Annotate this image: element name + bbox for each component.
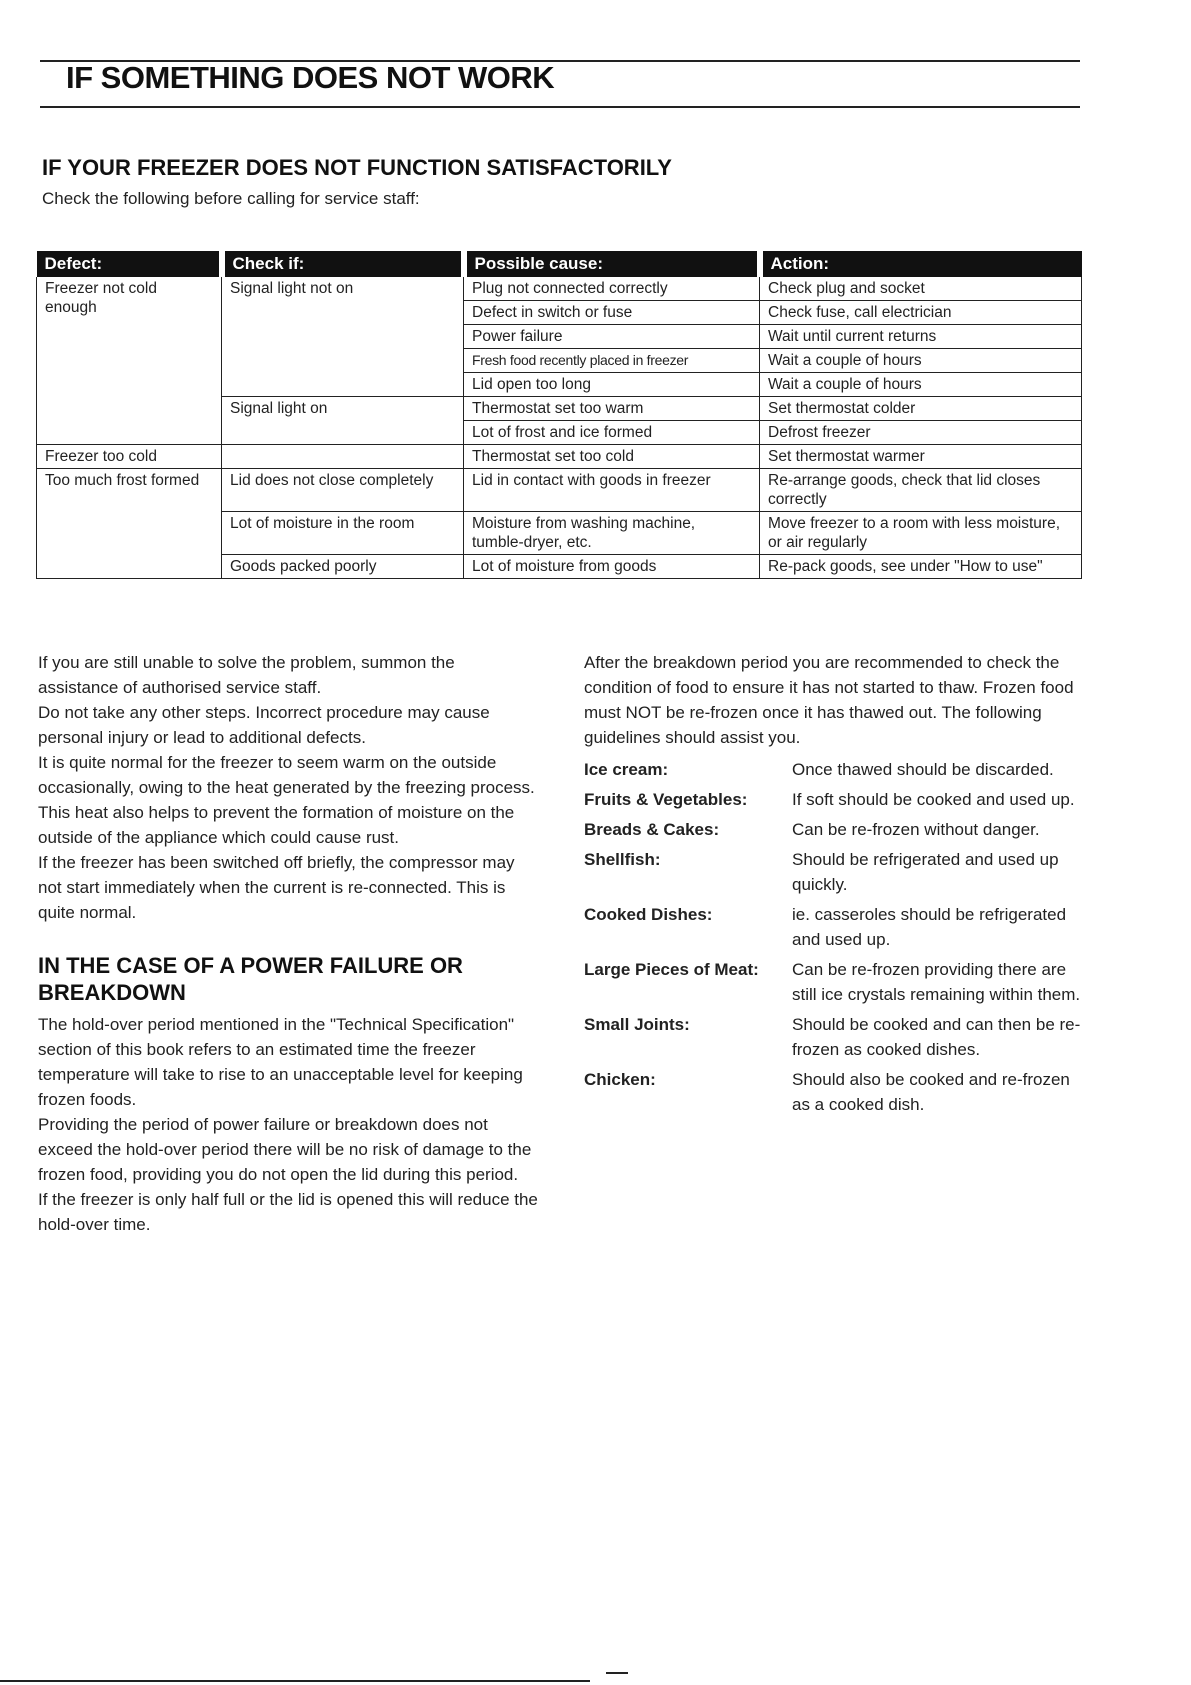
check-cell	[222, 445, 464, 469]
cause-cell: Lid open too long	[464, 373, 760, 397]
header-cause: Possible cause:	[464, 251, 760, 277]
food-guideline: Should be refrigerated and used up quickly.	[792, 850, 1059, 894]
power-failure-heading: IN THE CASE OF A POWER FAILURE OR BREAKDOWN	[38, 953, 463, 1005]
food-guidelines-list	[584, 757, 1084, 1117]
food-guideline: Can be re-frozen without danger.	[792, 820, 1040, 839]
action-cell: Wait a couple of hours	[760, 373, 1082, 397]
cause-cell: Fresh food recently placed in freezer	[464, 349, 760, 373]
check-cell: Goods packed poorly	[222, 555, 464, 579]
food-guideline: Should be cooked and can then be re-frozen as cooked dishes.	[792, 1015, 1081, 1059]
cause-cell: Thermostat set too cold	[464, 445, 760, 469]
list-item	[584, 957, 1084, 1007]
paragraph: After the breakdown period you are recommended to check the condition of food to ensure it has not started to thaw. Frozen food must NOT be re-frozen once it has thawed out. The following guidelines should assist you.	[584, 653, 1074, 747]
check-cell: Signal light on	[222, 397, 464, 445]
left-column	[38, 650, 538, 1237]
cause-cell: Thermostat set too warm	[464, 397, 760, 421]
food-label: Ice cream:	[584, 760, 669, 779]
section-title: IF YOUR FREEZER DOES NOT FUNCTION SATISFACTORILY	[42, 155, 672, 180]
cause-cell: Lot of moisture from goods	[464, 555, 760, 579]
paragraph: Providing the period of power failure or breakdown does not exceed the hold-over period there will be no risk of damage to the frozen food, providing you do not open the lid during this period.	[38, 1115, 532, 1184]
check-cell: Lot of moisture in the room	[222, 512, 464, 555]
list-item	[584, 1012, 1084, 1062]
food-label: Small Joints:	[584, 1015, 690, 1034]
page-title: IF SOMETHING DOES NOT WORK	[66, 60, 555, 95]
troubleshooting-table	[36, 251, 1082, 579]
defect-cell: Freezer too cold	[37, 445, 222, 469]
list-item	[584, 902, 1084, 952]
list-item	[584, 1067, 1084, 1117]
table-row	[37, 445, 1082, 469]
food-label: Chicken:	[584, 1070, 656, 1089]
header-bottom-rule	[40, 106, 1080, 108]
paragraph: It is quite normal for the freezer to seem warm on the outside occasionally, owing to the heat generated by the freezing process. This heat also helps to prevent the formation of moisture on the outside of the appliance which could cause rust.	[38, 753, 535, 847]
action-cell: Defrost freezer	[760, 421, 1082, 445]
footer-rule	[0, 1680, 590, 1682]
food-label: Shellfish:	[584, 850, 661, 869]
action-cell: Check plug and socket	[760, 277, 1082, 301]
paragraph: If the freezer has been switched off briefly, the compressor may not start immediately when the current is re-connected. This is quite normal.	[38, 853, 515, 922]
cause-cell: Plug not connected correctly	[464, 277, 760, 301]
right-column	[584, 650, 1084, 1122]
food-guideline: Should also be cooked and re-frozen as a cooked dish.	[792, 1070, 1070, 1114]
defect-cell: Freezer not cold enough	[37, 277, 222, 445]
paragraph: Do not take any other steps. Incorrect procedure may cause personal injury or lead to additional defects.	[38, 703, 490, 747]
cause-cell: Lid in contact with goods in freezer	[464, 469, 760, 512]
table-header-row	[37, 251, 1082, 277]
section-intro: Check the following before calling for service staff:	[42, 189, 420, 208]
action-cell: Wait until current returns	[760, 325, 1082, 349]
list-item	[584, 817, 1084, 842]
table-row	[37, 277, 1082, 301]
action-cell: Set thermostat colder	[760, 397, 1082, 421]
check-cell: Lid does not close completely	[222, 469, 464, 512]
defect-cell: Too much frost formed	[37, 469, 222, 579]
action-cell: Re-pack goods, see under "How to use"	[760, 555, 1082, 579]
footer-mark	[606, 1672, 628, 1674]
action-cell: Move freezer to a room with less moisture, or air regularly	[760, 512, 1082, 555]
food-guideline: Once thawed should be discarded.	[792, 760, 1054, 779]
cause-cell: Power failure	[464, 325, 760, 349]
paragraph: The hold-over period mentioned in the "Technical Specification" section of this book refers to an estimated time the freezer temperature will take to rise to an unacceptable level for keeping frozen foods.	[38, 1015, 523, 1109]
food-label: Fruits & Vegetables:	[584, 790, 748, 809]
food-guideline: If soft should be cooked and used up.	[792, 790, 1075, 809]
header-action: Action:	[760, 251, 1082, 277]
food-label: Breads & Cakes:	[584, 820, 720, 839]
check-cell: Signal light not on	[222, 277, 464, 397]
food-guideline: ie. casseroles should be refrigerated and used up.	[792, 905, 1067, 949]
cause-cell: Moisture from washing machine, tumble-dryer, etc.	[464, 512, 760, 555]
paragraph: If the freezer is only half full or the lid is opened this will reduce the hold-over time.	[38, 1190, 538, 1234]
list-item	[584, 847, 1084, 897]
paragraph: If you are still unable to solve the problem, summon the assistance of authorised service staff.	[38, 653, 455, 697]
food-label: Cooked Dishes:	[584, 905, 713, 924]
cause-cell: Defect in switch or fuse	[464, 301, 760, 325]
header-defect: Defect:	[37, 251, 222, 277]
list-item	[584, 757, 1084, 782]
list-item	[584, 787, 1084, 812]
action-cell: Set thermostat warmer	[760, 445, 1082, 469]
food-label: Large Pieces of Meat:	[584, 960, 759, 979]
action-cell: Re-arrange goods, check that lid closes correctly	[760, 469, 1082, 512]
cause-cell: Lot of frost and ice formed	[464, 421, 760, 445]
food-guideline: Can be re-frozen providing there are still ice crystals remaining within them.	[792, 960, 1081, 1004]
action-cell: Check fuse, call electrician	[760, 301, 1082, 325]
header-check: Check if:	[222, 251, 464, 277]
action-cell: Wait a couple of hours	[760, 349, 1082, 373]
table-row	[37, 469, 1082, 512]
